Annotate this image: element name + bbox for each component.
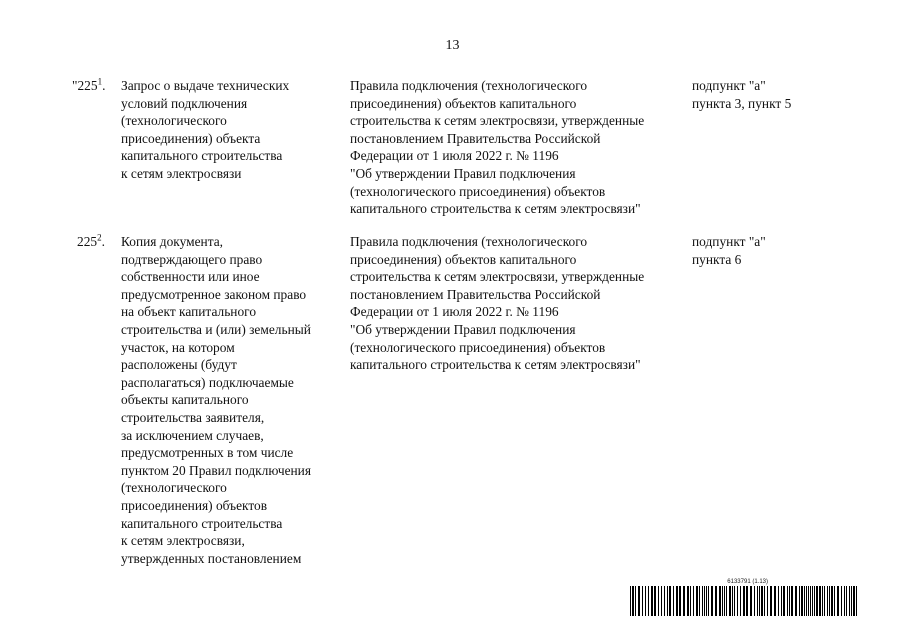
legal-basis-line: (технологического присоединения) объектов (350, 183, 606, 199)
description-line: строительства заявителя, (121, 409, 265, 425)
description-line: участок, на котором (121, 339, 235, 355)
barcode-bar (729, 586, 731, 616)
barcode-bar (711, 586, 713, 616)
document-description (121, 77, 346, 183)
row-number-superscript: 1 (97, 76, 103, 87)
barcode-bar (806, 586, 807, 616)
barcode-bar (734, 586, 735, 616)
barcode-bar (732, 586, 733, 616)
barcode-bar (774, 586, 776, 616)
barcode-bar (750, 586, 752, 616)
row-number-superscript: 2 (97, 232, 102, 243)
barcode-bar (679, 586, 681, 616)
barcode-bar (687, 586, 689, 616)
barcode-bar (846, 586, 847, 616)
barcode-bar (702, 586, 703, 616)
barcode-bar (638, 586, 640, 616)
barcode-bar (683, 586, 685, 616)
barcode-bar (704, 586, 705, 616)
barcode-bar (801, 586, 803, 616)
row-number (77, 233, 125, 251)
legal-basis-line: (технологического присоединения) объектов (350, 339, 606, 355)
barcode-bar (759, 586, 760, 616)
legal-basis-line: капитального строительства к сетям электросвязи" (350, 357, 641, 373)
barcode-bar (783, 586, 785, 616)
description-line: собственности или иное (121, 269, 260, 285)
legal-basis (350, 233, 685, 374)
barcode-bar (696, 586, 698, 616)
barcode-bar (834, 586, 835, 616)
barcode-bar (851, 586, 852, 616)
description-line: присоединения) объектов (121, 497, 268, 513)
barcode-bar (824, 586, 825, 616)
document-description (121, 233, 346, 567)
clause-reference-line: пункта 3, пункт 5 (692, 95, 792, 111)
barcode-bar (856, 586, 857, 616)
row-number-text: "225 (72, 78, 98, 93)
barcode-caption: 6133791 (1.13) (727, 579, 768, 585)
barcode-bar (651, 586, 653, 616)
description-line: располагаться) подключаемые (121, 374, 294, 390)
barcode-bar (645, 586, 646, 616)
barcode-bar (632, 586, 634, 616)
description-line: объекты капитального (121, 392, 249, 408)
page-number: 13 (445, 38, 460, 53)
barcode-bar (722, 586, 723, 616)
barcode-bar (789, 586, 790, 616)
barcode-bar (849, 586, 850, 616)
description-line: условий подключения (121, 95, 248, 111)
barcode-bar (658, 586, 659, 616)
legal-basis-line: "Об утверждении Правил подключения (350, 165, 576, 181)
legal-basis-line: строительства к сетям электросвязи, утвержденные (350, 113, 645, 129)
legal-basis (350, 77, 685, 218)
legal-basis-line: постановлением Правительства Российской (350, 130, 601, 146)
description-line: к сетям электросвязи, (121, 533, 245, 549)
barcode-bar (764, 586, 765, 616)
clause-reference-line: подпункт "а" (692, 234, 766, 249)
description-line: пунктом 20 Правил подключения (121, 462, 311, 478)
barcode-bar (816, 586, 818, 616)
barcode-bar (810, 586, 811, 616)
barcode-bar (654, 586, 656, 616)
clause-reference-line: пункта 6 (692, 251, 742, 267)
barcode-bar (635, 586, 636, 616)
barcode-bar (841, 586, 842, 616)
barcode-bar (827, 586, 828, 616)
description-line: капитального строительства (121, 515, 283, 531)
description-line: (технологического (121, 480, 227, 496)
document-barcode (630, 579, 860, 616)
barcode-bar (767, 586, 768, 616)
legal-basis-line: "Об утверждении Правил подключения (350, 321, 576, 337)
barcode-bar (746, 586, 748, 616)
barcode-bar (737, 586, 738, 616)
description-line: (технологического (121, 113, 227, 129)
barcode-image (630, 586, 860, 616)
row-number-text: 225 (77, 234, 98, 249)
barcode-bar (795, 586, 797, 616)
barcode-bar (831, 586, 833, 616)
barcode-bar (804, 586, 805, 616)
legal-basis-line: присоединения) объектов капитального (350, 95, 577, 111)
description-line: Запрос о выдаче технических (121, 78, 290, 93)
legal-basis-line: Правила подключения (технологического (350, 78, 588, 93)
barcode-bar (770, 586, 772, 616)
barcode-bar (812, 586, 813, 616)
clause-reference-line: подпункт "а" (692, 78, 766, 93)
barcode-bar (724, 586, 725, 616)
legal-basis-line: Федерации от 1 июля 2022 г. № 1196 (350, 148, 559, 164)
barcode-bar (743, 586, 745, 616)
description-line: расположены (будут (121, 357, 237, 373)
description-line: Копия документа, (121, 234, 224, 249)
clause-reference (692, 77, 862, 112)
legal-basis-line: строительства к сетям электросвязи, утвержденные (350, 269, 645, 285)
barcode-bar (791, 586, 793, 616)
barcode-bar (669, 586, 671, 616)
clause-reference (692, 233, 862, 268)
legal-basis-line: присоединения) объектов капитального (350, 251, 577, 267)
barcode-bar (837, 586, 839, 616)
description-line: подтверждающего право (121, 251, 263, 267)
barcode-bar (693, 586, 694, 616)
row-number (72, 77, 120, 95)
description-line: утвержденных постановлением (121, 550, 302, 566)
barcode-bar (661, 586, 662, 616)
barcode-bar (761, 586, 763, 616)
barcode-bar (781, 586, 782, 616)
legal-basis-line: Правила подключения (технологического (350, 234, 588, 249)
barcode-bar (648, 586, 649, 616)
barcode-bar (822, 586, 823, 616)
description-line: строительства и (или) земельный (121, 321, 311, 337)
barcode-bar (726, 586, 727, 616)
barcode-bar (699, 586, 700, 616)
barcode-bar (740, 586, 741, 616)
legal-basis-line: постановлением Правительства Российской (350, 286, 601, 302)
description-line: за исключением случаев, (121, 427, 264, 443)
barcode-bar (853, 586, 855, 616)
barcode-bar (844, 586, 845, 616)
description-line: предусмотренных в том числе (121, 445, 294, 461)
barcode-bar (787, 586, 788, 616)
description-line: к сетям электросвязи (121, 165, 242, 181)
description-line: капитального строительства (121, 148, 283, 164)
barcode-bar (708, 586, 709, 616)
barcode-bar (715, 586, 717, 616)
description-line: предусмотренное законом право (121, 286, 307, 302)
barcode-bar (819, 586, 821, 616)
barcode-bar (778, 586, 779, 616)
barcode-bar (799, 586, 800, 616)
barcode-bar (706, 586, 707, 616)
description-line: присоединения) объекта (121, 130, 261, 146)
barcode-bar (814, 586, 815, 616)
barcode-bar (757, 586, 758, 616)
barcode-bar (690, 586, 691, 616)
legal-basis-line: капитального строительства к сетям электросвязи" (350, 201, 641, 217)
barcode-bar (754, 586, 755, 616)
barcode-bar (829, 586, 830, 616)
barcode-bar (667, 586, 668, 616)
row-number-dot: . (101, 234, 105, 249)
barcode-bar (808, 586, 809, 616)
barcode-bar (673, 586, 674, 616)
barcode-bar (664, 586, 665, 616)
barcode-bar (630, 586, 631, 616)
barcode-bar (642, 586, 643, 616)
barcode-bar (676, 586, 678, 616)
barcode-bar (719, 586, 721, 616)
row-number-dot: . (102, 78, 106, 93)
description-line: на объект капитального (121, 304, 257, 320)
legal-basis-line: Федерации от 1 июля 2022 г. № 1196 (350, 304, 559, 320)
